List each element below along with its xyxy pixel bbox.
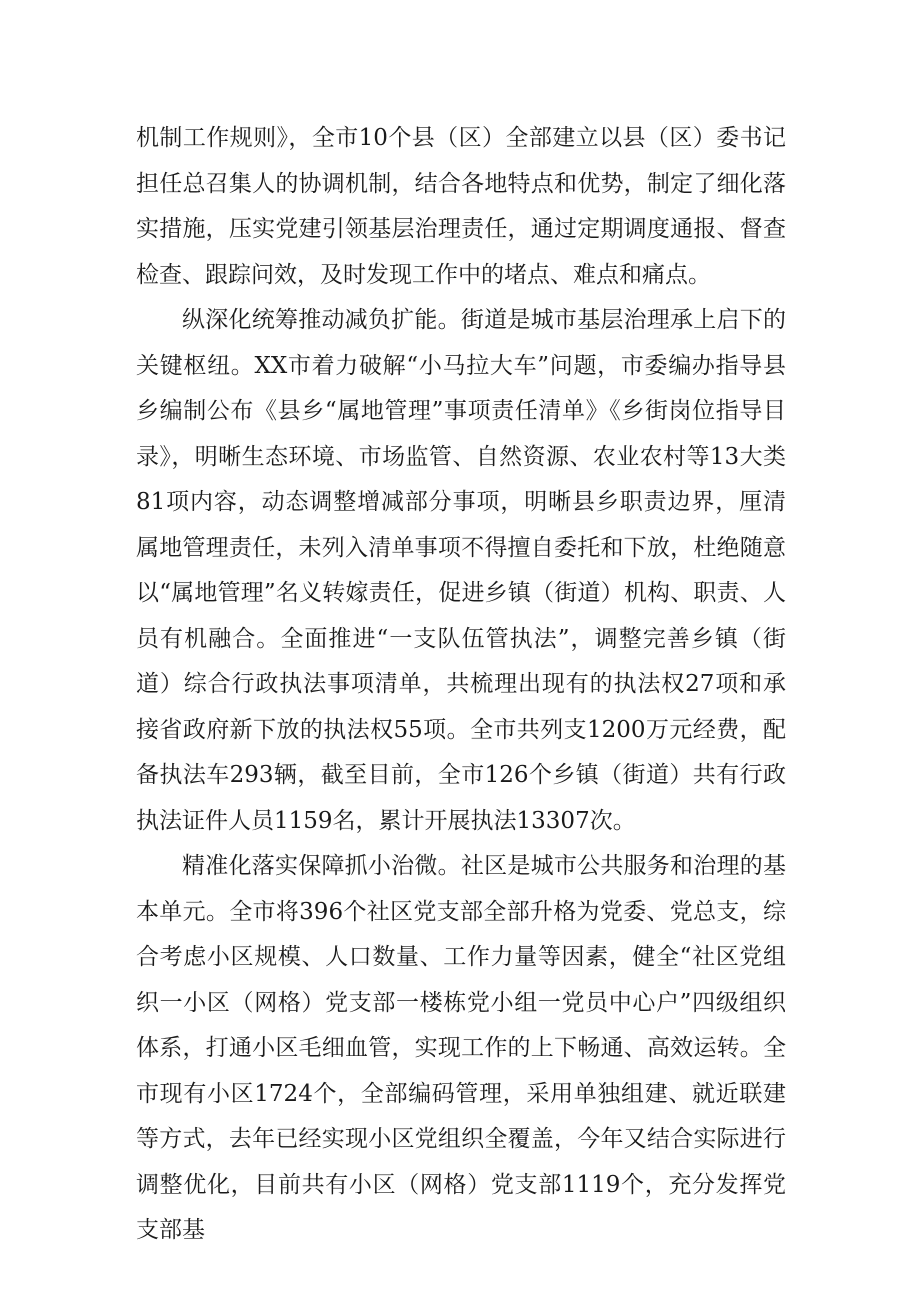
paragraph-burden-reduction: 纵深化统筹推动减负扩能。街道是城市基层治理承上启下的关键枢纽。XX市着力破解“小马拉大车”问题，市委编办指导县乡编制公布《县乡“属地管理”事项责任清单》《乡街岗位指导目录》，明晰生态环境、市场监管、自然资源、农业农村等13大类81项内容，动态调整增减部分事项，明晰县乡职责边界，厘清属地管理责任，未列入清单事项不得擅自委托和下放，杜绝随意以“属地管理”名义转嫁责任，促进乡镇（街道）机构、职责、人员有机融合。全面推进“一支队伍管执法”，调整完善乡镇（街道）综合行政执法事项清单，共梳理出现有的执法权27项和承接省政府新下放的执法权55项。全市共列支1200万元经费，配备执法车293辆，截至目前，全市126个乡镇（街道）共有行政执法证件人员1159名，累计开展执法13307次。: [136, 307, 786, 834]
paragraph-coordination-mechanism: 机制工作规则》，全市10个县（区）全部建立以县（区）委书记担任总召集人的协调机制，结合各地特点和优势，制定了细化落实措施，压实党建引领基层治理责任，通过定期调度通报、督查检查、跟踪问效，及时发现工作中的堵点、难点和痛点。: [136, 125, 786, 288]
document-body: [136, 116, 786, 1254]
paragraph-community-governance: 精准化落实保障抓小治微。社区是城市公共服务和治理的基本单元。全市将396个社区党支部全部升格为党委、党总支，综合考虑小区规模、人口数量、工作力量等因素，健全“社区党组织一小区（网格）党支部一楼栋党小组一党员中心户”四级组织体系，打通小区毛细血管，实现工作的上下畅通、高效运转。全市现有小区1724个，全部编码管理，采用单独组建、就近联建等方式，去年已经实现小区党组织全覆盖，今年又结合实际进行调整优化，目前共有小区（网格）党支部1119个，充分发挥党支部基: [136, 853, 786, 1243]
